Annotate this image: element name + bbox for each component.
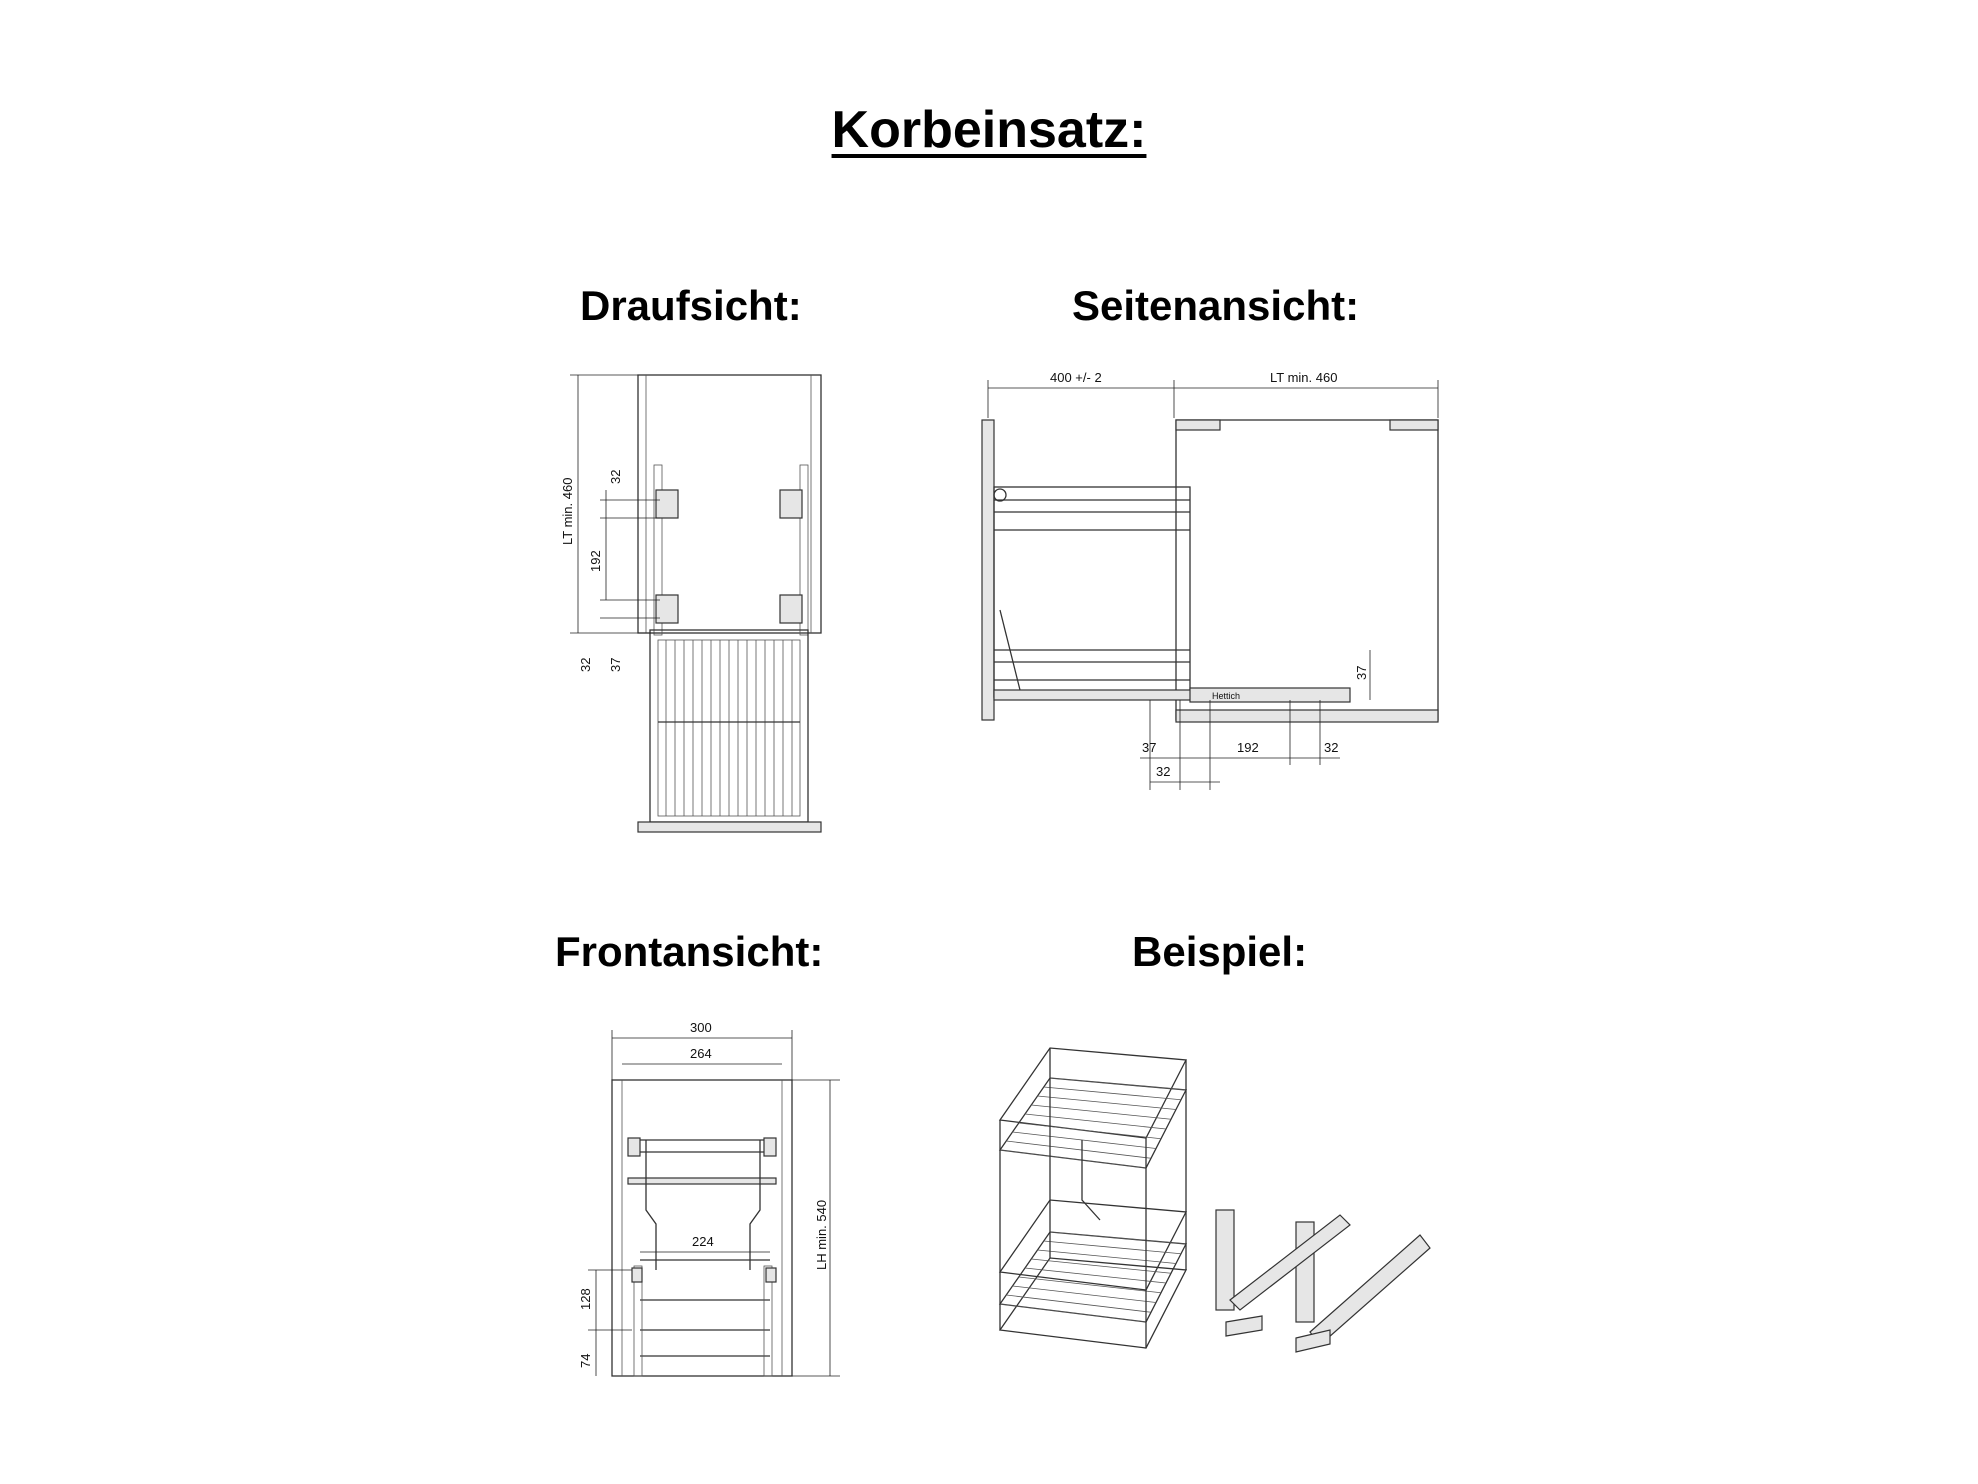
runner-pair [1216,1210,1430,1352]
dim-192-top: 192 [588,550,603,572]
dim-192-side: 192 [1237,740,1259,755]
wire-line [1019,1123,1161,1139]
dim-32a-side: 32 [1156,764,1171,779]
dim-32b-side: 32 [1324,740,1339,755]
dim-lt-top: LT min. 460 [560,477,575,545]
dim-lt-side: LT min. 460 [1270,370,1338,385]
dim-lh-front: LH min. 540 [814,1199,829,1270]
wire-line [1019,1277,1161,1293]
dim-400-side: 400 +/- 2 [1050,370,1102,385]
dim-37v-side: 37 [1354,665,1369,680]
page-title: Korbeinsatz: [831,101,1147,159]
wire-line [1050,1232,1186,1244]
dim-32a-top: 32 [608,469,623,484]
heading-front-view: Frontansicht: [555,928,824,975]
wire-line [1044,1241,1181,1254]
dim-264-front: 264 [690,1046,712,1061]
brand-label: Hettich [1212,691,1241,701]
dim-74-front: 74 [578,1353,593,1368]
dim-128-front: 128 [578,1288,593,1310]
heading-example: Beispiel: [1132,928,1308,975]
basket-perspective [1000,1048,1186,1348]
wire-line [1000,1150,1146,1168]
wire-line [1000,1304,1146,1322]
dim-300-front: 300 [690,1020,712,1035]
heading-side-view: Seitenansicht: [1072,282,1360,329]
dim-37-side: 37 [1142,740,1157,755]
wire-line [1013,1132,1157,1149]
dim-224-front: 224 [692,1234,714,1249]
wire-line [1050,1078,1186,1090]
wire-line [1006,1141,1151,1158]
dim-32b-top: 32 [578,657,593,672]
heading-top-view: Draufsicht: [580,282,802,329]
wire-line [1006,1295,1151,1312]
wire-line [1044,1087,1181,1100]
dim-37-top: 37 [608,657,623,672]
